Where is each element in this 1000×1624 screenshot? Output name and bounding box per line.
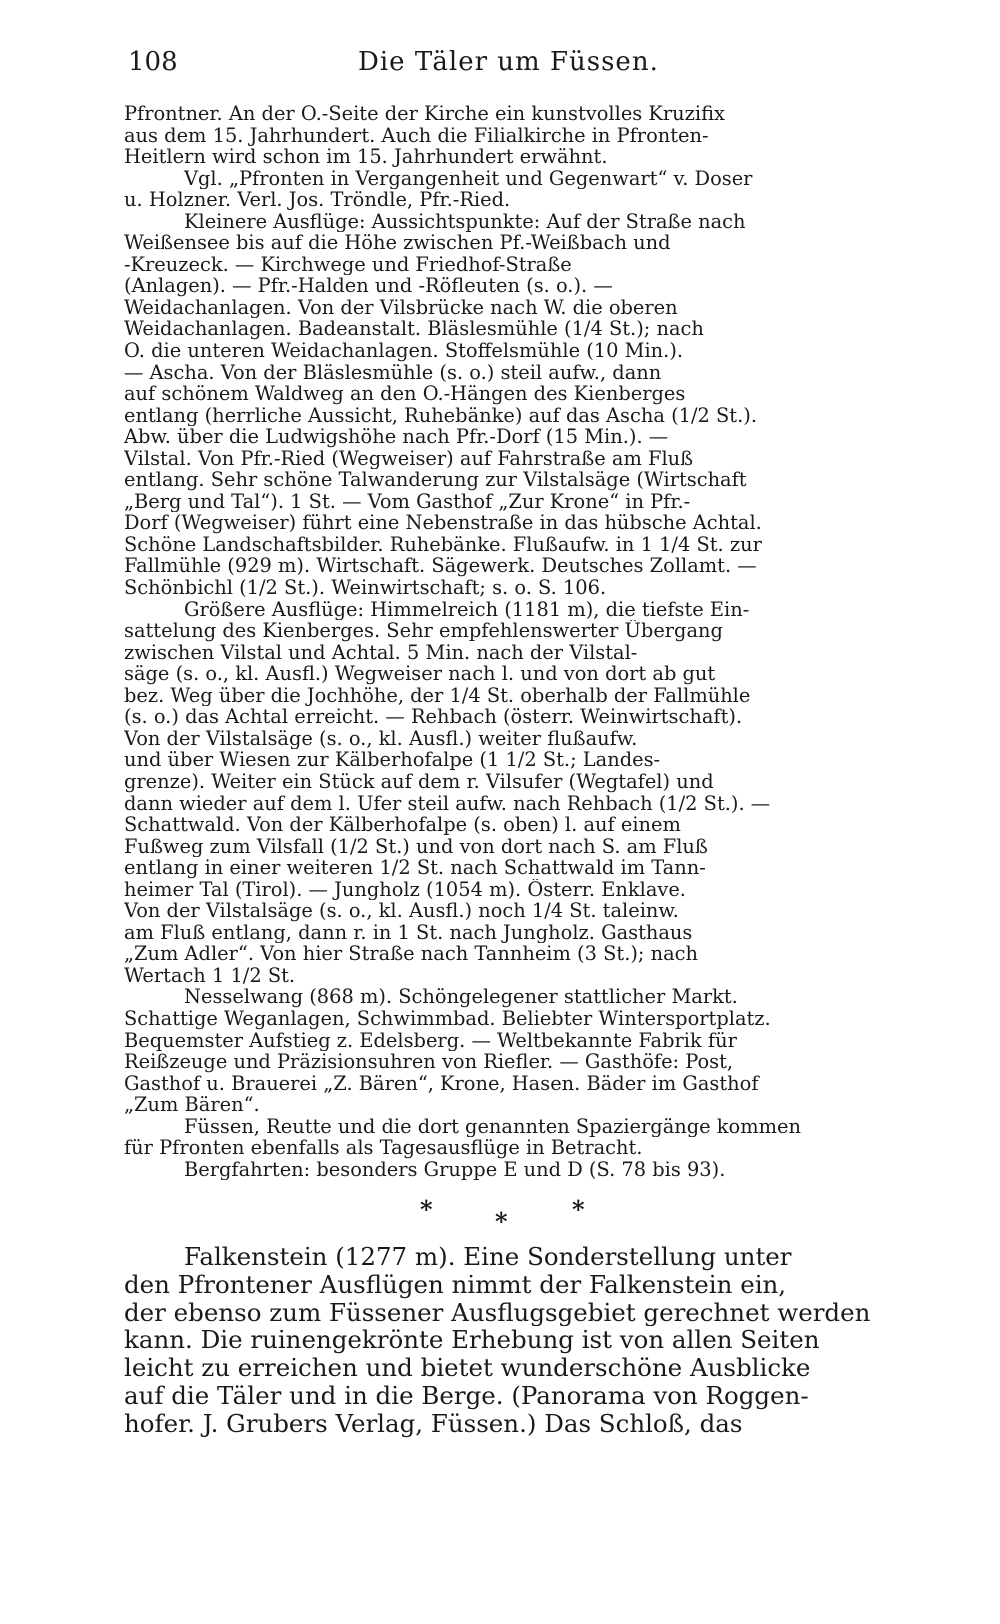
asterism-star: * — [495, 1207, 508, 1236]
text-line: Fallmühle (929 m). Wirtschaft. Sägewerk. Deutsches Zollamt. — — [124, 555, 757, 578]
text-line: entlang. Sehr schöne Talwanderung zur Vilstalsäge (Wirtschaft — [124, 469, 747, 491]
text-line: Wertach 1 1/2 St. — [124, 964, 296, 987]
page-header — [128, 42, 908, 82]
small-print-section — [124, 103, 914, 1180]
text-line: Bequemster Aufstieg z. Edelsberg. — Weltbekannte Fabrik für — [124, 1029, 737, 1052]
text-line: Fußweg zum Vilsfall (1/2 St.) und von dort nach S. am Fluß — [124, 835, 708, 858]
text-line: Pfrontner. An der O.-Seite der Kirche ein kunstvolles Kruzifix — [124, 103, 725, 125]
text-line: „Berg und Tal“). 1 St. — Vom Gasthof „Zur Krone“ in Pfr.- — [124, 490, 691, 513]
text-line: und über Wiesen zur Kälberhofalpe (1 1/2 St.; Landes- — [124, 749, 661, 771]
text-line: -Kreuzeck. — Kirchwege und Friedhof-Straße — [124, 253, 572, 276]
text-line: sattelung des Kienberges. Sehr empfehlenswerter Übergang — [124, 620, 723, 642]
text-line: entlang (herrliche Aussicht, Ruhebänke) auf das Ascha (1/2 St.). — [124, 404, 757, 427]
asterism-star: * — [572, 1195, 585, 1224]
text-line: Vilstal. Von Pfr.-Ried (Wegweiser) auf Fahrstraße am Fluß — [124, 447, 694, 470]
main-text-section — [124, 1243, 914, 1438]
text-line: Kleinere Ausflüge: Aussichtspunkte: Auf der Straße nach — [184, 210, 746, 233]
text-line: kann. Die ruinengekrönte Erhebung ist von allen Seiten — [124, 1326, 820, 1355]
text-line: (s. o.) das Achtal erreicht. — Rehbach (österr. Weinwirtschaft). — [124, 706, 743, 728]
text-line: „Zum Bären“. — [124, 1094, 260, 1116]
text-line: Nesselwang (868 m). Schöngelegener stattlicher Markt. — [184, 986, 738, 1008]
asterism-star: * — [420, 1195, 433, 1224]
text-line: — Ascha. Von der Bläslesmühle (s. o.) steil aufw., dann — [124, 361, 662, 384]
text-line: Schönbichl (1/2 St.). Weinwirtschaft; s. o. S. 106. — [124, 577, 607, 599]
text-line: Weidachanlagen. Von der Vilsbrücke nach W. die oberen — [124, 296, 678, 319]
text-line: säge (s. o., kl. Ausfl.) Wegweiser nach l. und von dort ab gut — [124, 663, 716, 685]
text-line: O. die unteren Weidachanlagen. Stoffelsmühle (10 Min.). — [124, 340, 684, 362]
text-line: Dorf (Wegweiser) führt eine Nebenstraße in das hübsche Achtal. — [124, 512, 762, 534]
text-line: auf die Täler und in die Berge. (Panorama von Roggen- — [124, 1381, 809, 1410]
asterism-divider — [420, 1195, 620, 1235]
text-line: heimer Tal (Tirol). — Jungholz (1054 m). Österr. Enklave. — [124, 878, 686, 901]
text-line: entlang in einer weiteren 1/2 St. nach Schattwald im Tann- — [124, 857, 706, 879]
text-line: Gasthof u. Brauerei „Z. Bären“, Krone, Hasen. Bäder im Gasthof — [124, 1072, 759, 1095]
text-line: Größere Ausflüge: Himmelreich (1181 m), die tiefste Ein- — [184, 598, 750, 621]
running-title: Die Täler um Füssen. — [358, 47, 659, 77]
text-line: Bergfahrten: besonders Gruppe E und D (S. 78 bis 93). — [184, 1158, 726, 1181]
text-line: zwischen Vilstal und Achtal. 5 Min. nach der Vilstal- — [124, 641, 638, 664]
text-line: Von der Vilstalsäge (s. o., kl. Ausfl.) noch 1/4 St. taleinw. — [124, 900, 679, 922]
text-line: am Fluß entlang, dann r. in 1 St. nach Jungholz. Gasthaus — [124, 921, 693, 944]
text-line: auf schönem Waldweg an den O.-Hängen des Kienberges — [124, 383, 686, 405]
text-line: dann wieder auf dem l. Ufer steil aufw. nach Rehbach (1/2 St.). — — [124, 792, 771, 815]
text-line: Von der Vilstalsäge (s. o., kl. Ausfl.) weiter flußaufw. — [124, 727, 638, 750]
page-number: 108 — [128, 47, 178, 77]
text-line: Abw. über die Ludwigshöhe nach Pfr.-Dorf (15 Min.). — — [124, 426, 669, 448]
text-line: bez. Weg über die Jochhöhe, der 1/4 St. oberhalb der Fallmühle — [124, 684, 751, 707]
text-line: Reißzeuge und Präzisionsuhren von Riefler. — Gasthöfe: Post, — [124, 1051, 734, 1073]
text-line: Füssen, Reutte und die dort genannten Spaziergänge kommen — [184, 1115, 801, 1138]
text-line: der ebenso zum Füssener Ausflugsgebiet gerechnet werden — [124, 1298, 871, 1327]
text-line: Schöne Landschaftsbilder. Ruhebänke. Flußaufw. in 1 1/4 St. zur — [124, 533, 762, 556]
text-line: Weidachanlagen. Badeanstalt. Bläslesmühle (1/4 St.); nach — [124, 318, 704, 341]
text-line: Weißensee bis auf die Höhe zwischen Pf.-Weißbach und — [124, 232, 671, 254]
text-line: Schattwald. Von der Kälberhofalpe (s. oben) l. auf einem — [124, 814, 681, 836]
text-line: den Pfrontener Ausflügen nimmt der Falkenstein ein, — [124, 1270, 787, 1299]
text-line: Vgl. „Pfronten in Vergangenheit und Gegenwart“ v. Doser — [184, 167, 753, 190]
text-line: grenze). Weiter ein Stück auf dem r. Vilsufer (Wegtafel) und — [124, 770, 714, 793]
text-line: Falkenstein (1277 m). Eine Sonderstellung unter — [184, 1243, 792, 1271]
text-line: Schattige Weganlagen, Schwimmbad. Beliebter Wintersportplatz. — [124, 1007, 771, 1030]
text-line: hofer. J. Grubers Verlag, Füssen.) Das Schloß, das — [124, 1409, 743, 1438]
text-line: „Zum Adler“. Von hier Straße nach Tannheim (3 St.); nach — [124, 943, 699, 965]
text-line: aus dem 15. Jahrhundert. Auch die Filialkirche in Pfronten- — [124, 124, 709, 147]
text-line: für Pfronten ebenfalls als Tagesausflüge in Betracht. — [124, 1137, 643, 1159]
text-line: Heitlern wird schon im 15. Jahrhundert erwähnt. — [124, 146, 608, 168]
text-line: u. Holzner. Verl. Jos. Tröndle, Pfr.-Ried. — [124, 189, 511, 211]
text-line: leicht zu erreichen und bietet wunderschöne Ausblicke — [124, 1354, 811, 1382]
text-line: (Anlagen). — Pfr.-Halden und -Röfleuten (s. o.). — — [124, 275, 613, 297]
